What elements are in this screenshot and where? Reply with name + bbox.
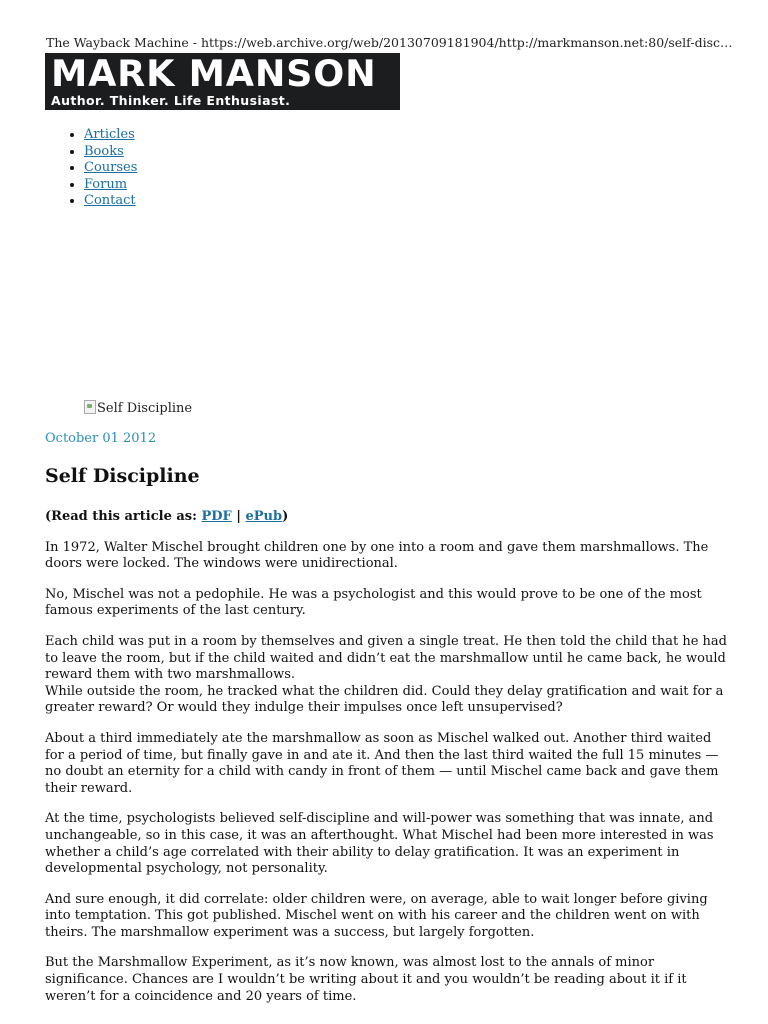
- article-paragraph: At the time, psychologists believed self-discipline and will-power was something that was innate, and unchangeable, so in this case, it was an afterthought. What Mischel had been more interested in was whether a child’s age correlated with their ability to delay gratification. It was an experiment in developmental psychology, not personality.: [45, 811, 714, 877]
- article-paragraph: But the Marshmallow Experiment, as it’s now known, was almost lost to the annals of minor significance. Chances are I wouldn’t be writing about it and you wouldn’t be reading about it if it weren’t for a coincidence and 20 years of time.: [45, 955, 687, 1004]
- article-paragraph: And sure enough, it did correlate: older children were, on average, able to wait longer before giving into temptation. This got published. Mischel went on with his career and the children went on with theirs. The marshmallow experiment was a success, but largely forgotten.: [45, 891, 708, 940]
- post-date: October 01 2012: [45, 431, 157, 446]
- nav-link-books[interactable]: Books: [84, 143, 124, 159]
- read-as-prefix: (Read this article as:: [45, 509, 202, 524]
- pdf-link[interactable]: PDF: [201, 509, 232, 524]
- broken-image-icon: [84, 400, 96, 414]
- article-paragraph: While outside the room, he tracked what the children did. Could they delay gratification and wait for a greater reward? Or would they indulge their impulses once left unsupervised?: [45, 683, 724, 716]
- hero-image-alt: Self Discipline: [97, 401, 193, 416]
- article-paragraph: Each child was put in a room by themselves and given a single treat. He then told the child that he had to leave the room, but if the child waited and didn’t eat the marshmallow until he came back, he would reward them with two marshmallows.: [45, 633, 728, 683]
- nav-link-forum[interactable]: Forum: [84, 176, 128, 192]
- nav-link-articles[interactable]: Articles: [84, 127, 135, 142]
- read-as-suffix: ): [282, 509, 289, 524]
- nav-item-courses: [84, 160, 137, 177]
- nav-item-contact: [84, 193, 137, 210]
- nav-item-forum: [84, 177, 137, 194]
- logo-name: MARK MANSON: [51, 52, 377, 95]
- nav-item-articles: [84, 127, 137, 144]
- page-title: The Wayback Machine - https://web.archive.org/web/20130709181904/http://markmanson.net:80/self-disc…: [46, 35, 733, 50]
- article-body: [45, 509, 730, 1019]
- epub-link[interactable]: ePub: [245, 509, 283, 524]
- hero-image: [84, 400, 192, 416]
- logo-tagline: Author. Thinker. Life Enthusiast.: [51, 93, 291, 108]
- nav-link-contact[interactable]: Contact: [84, 193, 136, 209]
- nav-item-books: [84, 144, 137, 161]
- article-paragraph: No, Mischel was not a pedophile. He was a psychologist and this would prove to be one of the most famous experiments of the last century.: [45, 586, 702, 619]
- article-paragraph: About a third immediately ate the marshmallow as soon as Mischel walked out. Another third waited for a period of time, but finally gave in and ate it. And then the last third waited the full 15 minutes — no doubt an eternity for a child with candy in front of them — until Mischel came back and gave them their reward.: [45, 730, 719, 796]
- nav-link-courses[interactable]: Courses: [84, 160, 138, 176]
- read-as-separator: |: [231, 509, 246, 524]
- read-as-line: [45, 509, 730, 526]
- article-title: Self Discipline: [45, 465, 200, 487]
- site-logo[interactable]: [45, 53, 400, 110]
- main-nav: [45, 127, 137, 210]
- article-paragraph: In 1972, Walter Mischel brought children one by one into a room and gave them marshmallows. The doors were locked. The windows were unidirectional.: [45, 539, 709, 572]
